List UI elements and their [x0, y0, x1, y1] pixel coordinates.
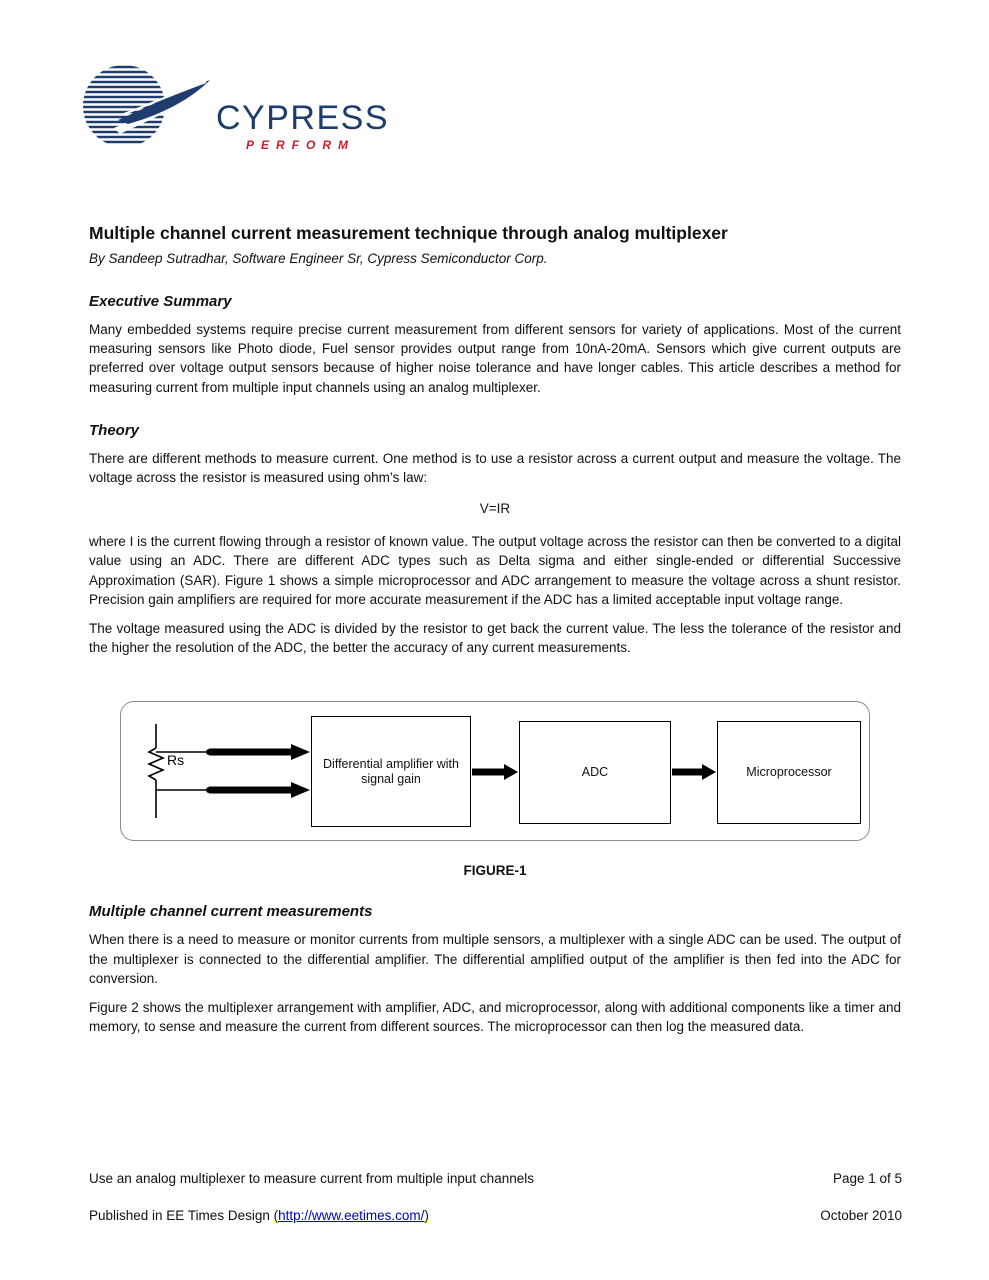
logo-text [216, 101, 389, 152]
figure-box-microprocessor: Microprocessor [717, 721, 861, 824]
figure-1 [89, 701, 901, 878]
figure-box-adc: ADC [519, 721, 671, 824]
footer-published-prefix: Published in EE Times Design ( [89, 1208, 279, 1223]
logo-tagline: PERFORM [246, 138, 355, 152]
multichannel-paragraph-2: Figure 2 shows the multiplexer arrangement with amplifier, ADC, and microprocessor, along with additional components like a timer and memory, to sense and measure the current from different sources. The microprocessor can then log the measured data. [89, 1000, 901, 1035]
executive-summary-paragraph: Many embedded systems require precise current measurement from different sensors for variety of applications. Most of the current measuring sensors like Photo diode, Fuel sensor provides output range from 10nA-20mA. Sensors which give current outputs are preferred over voltage output sensors because of higher noise tolerance and have longer cables. This article describes a method for measuring current from multiple input channels using an analog multiplexer. [89, 322, 901, 395]
footer-row-1 [89, 1171, 902, 1186]
footer-doc-title: Use an analog multiplexer to measure current from multiple input channels [89, 1171, 534, 1186]
resistor-label: Rs [167, 752, 185, 769]
arrow-icon [209, 744, 310, 760]
footer-date: October 2010 [820, 1208, 902, 1223]
eetimes-link[interactable]: http://www.eetimes.com/ [278, 1208, 425, 1223]
section-heading-multichannel: Multiple channel current measurements [89, 903, 373, 921]
resistor-icon [149, 724, 207, 818]
arrow-icon [472, 764, 518, 780]
multichannel-paragraph-1: When there is a need to measure or monitor currents from multiple sensors, a multiplexer with a single ADC can be used. The output of the multiplexer is connected to the differential amplifier. The differential amplified output of the amplifier is then fed into the ADC for conversion. [89, 932, 901, 986]
cypress-logo [80, 58, 389, 154]
byline: By Sandeep Sutradhar, Software Engineer Sr, Cypress Semiconductor Corp. [89, 251, 548, 266]
section-heading-executive-summary: Executive Summary [89, 293, 232, 310]
theory-paragraph-1: There are different methods to measure current. One method is to use a resistor across a current output and measure the voltage. The voltage across the resistor is measured using ohm’s law: [89, 450, 901, 486]
footer-published-suffix: ) [424, 1208, 429, 1223]
theory-paragraph-2: where I is the current flowing through a resistor of known value. The output voltage across the resistor can then be converted to a digital value using an ADC. There are different ADC types such as Delta sigma and either single-ended or differential Successive Approximation (SAR). Figure 1 shows a simple microprocessor and ADC arrangement to measure the voltage across a shunt resistor. Precision gain amplifiers are required for more accurate measurement if the ADC has a limited acceptable input voltage range. [89, 534, 901, 607]
document-content [89, 221, 901, 1046]
figure-caption: FIGURE-1 [463, 863, 527, 879]
equation-ohms-law: V=IR [479, 501, 511, 517]
arrow-icon [672, 764, 716, 780]
page-title: Multiple channel current measurement technique through analog multiplexer [89, 223, 728, 243]
figure-box-amplifier: Differential amplifier with signal gain [311, 716, 471, 827]
footer-published [89, 1208, 429, 1223]
logo-brand-text: CYPRESS [216, 99, 389, 137]
footer-page-number: Page 1 of 5 [832, 1171, 902, 1186]
footer-row-2 [89, 1208, 902, 1223]
cypress-globe-icon [80, 58, 212, 154]
theory-paragraph-3: The voltage measured using the ADC is divided by the resistor to get back the current value. The less the tolerance of the resistor and the higher the resolution of the ADC, the better the accuracy of any current measurements. [89, 621, 901, 656]
section-heading-theory: Theory [89, 421, 140, 439]
arrow-icon [209, 782, 310, 798]
figure-1-frame [120, 701, 870, 841]
